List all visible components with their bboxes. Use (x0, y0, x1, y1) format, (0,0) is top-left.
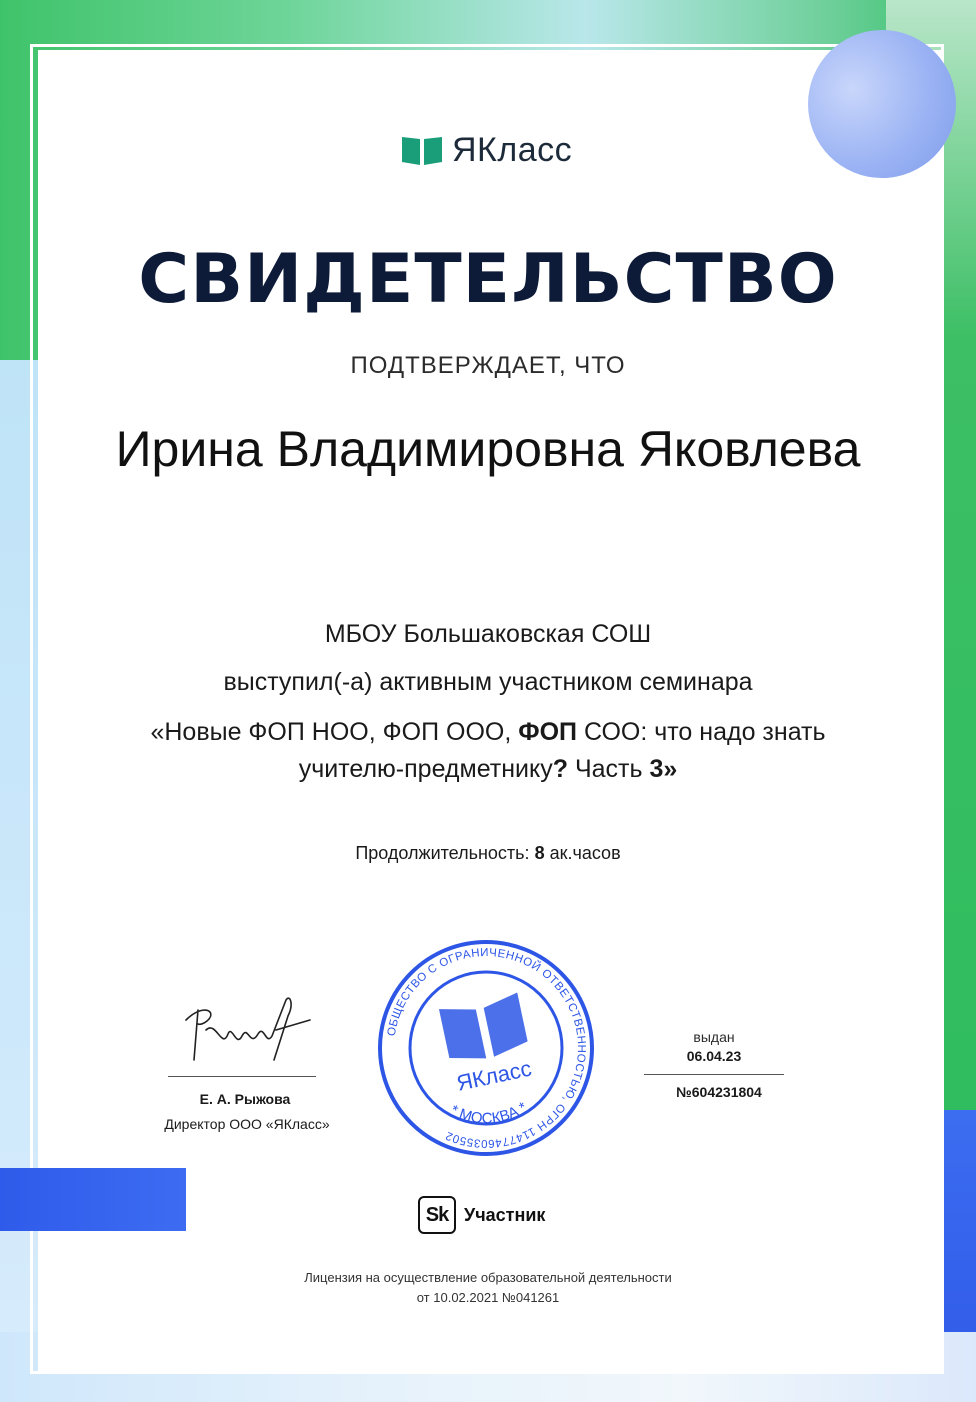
duration (0, 843, 976, 864)
book-icon (402, 135, 442, 165)
sk-label: Участник (464, 1204, 546, 1225)
seminar-text-2: ФОП (518, 718, 577, 746)
company-seal (376, 938, 596, 1158)
signature-image (176, 990, 316, 1070)
seminar-qmark: ? (552, 755, 568, 783)
seminar-title (120, 714, 856, 788)
recipient-name: Ирина Владимировна Яковлева (115, 421, 861, 477)
skolkovo-badge (418, 1195, 545, 1235)
certificate-subtitle: ПОДТВЕРЖДАЕТ, ЧТО (350, 352, 626, 379)
license-line-2: от 10.02.2021 №041261 (416, 1290, 560, 1305)
signatory-position: Директор ООО «ЯКласс» (164, 1116, 330, 1132)
decor-blue-bar (0, 1168, 186, 1231)
organization: МБОУ Большаковская СОШ (324, 620, 652, 648)
svg-text:ОБЩЕСТВО С ОГРАНИЧЕННОЙ ОТВЕТС: ОБЩЕСТВО С ОГРАНИЧЕННОЙ ОТВЕТСТВЕННОСТЬЮ, ОГРН 1147746035502 (385, 946, 588, 1150)
signature-line (168, 1076, 316, 1077)
sk-logo-icon: Sk (418, 1196, 456, 1234)
seminar-text-3: СОО: что надо знать учителю-предметнику (298, 718, 826, 783)
seminar-close-quote: » (663, 755, 678, 783)
seminar-text-4: Часть (568, 755, 650, 783)
certificate-title: СВИДЕТЕЛЬСТВО (138, 240, 838, 319)
license-line-1: Лицензия на осуществление образовательной деятельности (304, 1270, 672, 1285)
issued-label: выдан (693, 1029, 735, 1045)
issued-date: 06.04.23 (686, 1048, 742, 1064)
duration-label: Продолжительность: (355, 843, 535, 863)
issued-line (644, 1074, 784, 1075)
yaklass-logo (402, 128, 572, 172)
logo-text: ЯКласс (452, 130, 573, 169)
role-text: выступил(-а) активным участником семинара (223, 668, 753, 696)
decor-circle (808, 30, 956, 178)
svg-text:ЯКласс: ЯКласс (454, 1055, 534, 1096)
duration-unit: ак.часов (544, 843, 621, 863)
seminar-part-number: 3 (649, 755, 664, 783)
certificate-number: №604231804 (676, 1084, 762, 1100)
duration-value: 8 (534, 843, 545, 863)
seminar-text-1: «Новые ФОП НОО, ФОП ООО, (150, 718, 519, 746)
svg-text:* МОСКВА *: * МОСКВА * (447, 1098, 531, 1128)
signatory-name: Е. А. Рыжова (199, 1091, 291, 1107)
